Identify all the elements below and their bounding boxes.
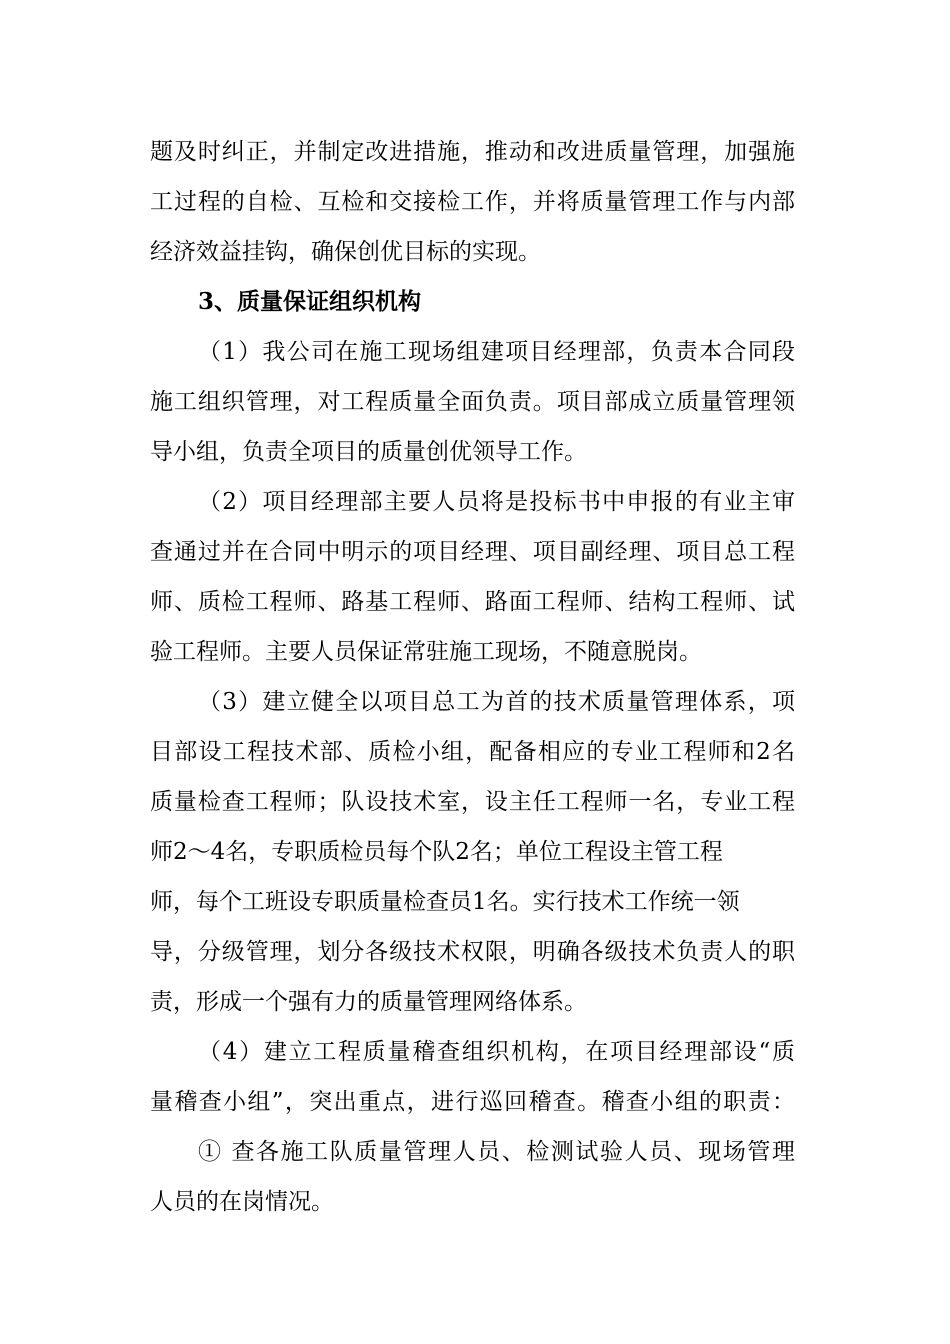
paragraph-item-1 [150,327,795,477]
text-line: 师2～4名，专职质检员每个队2名；单位工程设主管工程 [150,839,723,865]
paragraph-item-3 [150,677,795,1027]
section-heading: 3、质量保证组织机构 [198,288,422,315]
text-line: （3）建立健全以项目总工为首的技术质量管理体系，项 [198,689,795,715]
document-body [150,127,795,1227]
text-line: 经济效益挂钩，确保创优目标的实现。 [150,239,541,265]
paragraph-duty-1 [150,1127,795,1227]
text-line: 导小组，负责全项目的质量创优领导工作。 [150,439,587,465]
text-line: 目部设工程技术部、质检小组，配备相应的专业工程师和2名 [150,739,795,765]
text-line: 工过程的自检、互检和交接检工作，并将质量管理工作与内部 [150,189,795,215]
text-line: 量稽查小组”，突出重点，进行巡回稽查。稽查小组的职责： [150,1089,795,1115]
text-line: （4）建立工程质量稽查组织机构，在项目经理部设“质 [198,1039,795,1065]
paragraph-item-2 [150,477,795,677]
text-line: 施工组织管理，对工程质量全面负责。项目部成立质量管理领 [150,389,795,415]
section-heading-quality-assurance-organization [150,277,795,327]
text-line: 责，形成一个强有力的质量管理网络体系。 [150,989,587,1015]
text-line: ① 查各施工队质量管理人员、检测试验人员、现场管理 [198,1139,795,1165]
text-line: 验工程师。主要人员保证常驻施工现场，不随意脱岗。 [150,639,702,665]
text-line: 题及时纠正，并制定改进措施，推动和改进质量管理，加强施 [150,139,795,165]
text-line: 导，分级管理，划分各级技术权限，明确各级技术负责人的职 [150,939,795,965]
paragraph-quality-correction [150,127,795,277]
text-line: 师，每个工班设专职质量检查员1名。实行技术工作统一领 [150,889,740,915]
text-line: 质量检查工程师；队设技术室，设主任工程师一名，专业工程 [150,789,795,815]
paragraph-item-4 [150,1027,795,1127]
text-line: 人员的在岗情况。 [150,1189,334,1215]
text-line: （1）我公司在施工现场组建项目经理部，负责本合同段 [198,339,795,365]
text-line: 师、质检工程师、路基工程师、路面工程师、结构工程师、试 [150,589,795,615]
text-line: 查通过并在合同中明示的项目经理、项目副经理、项目总工程 [150,539,795,565]
text-line: （2）项目经理部主要人员将是投标书中申报的有业主审 [198,489,795,515]
